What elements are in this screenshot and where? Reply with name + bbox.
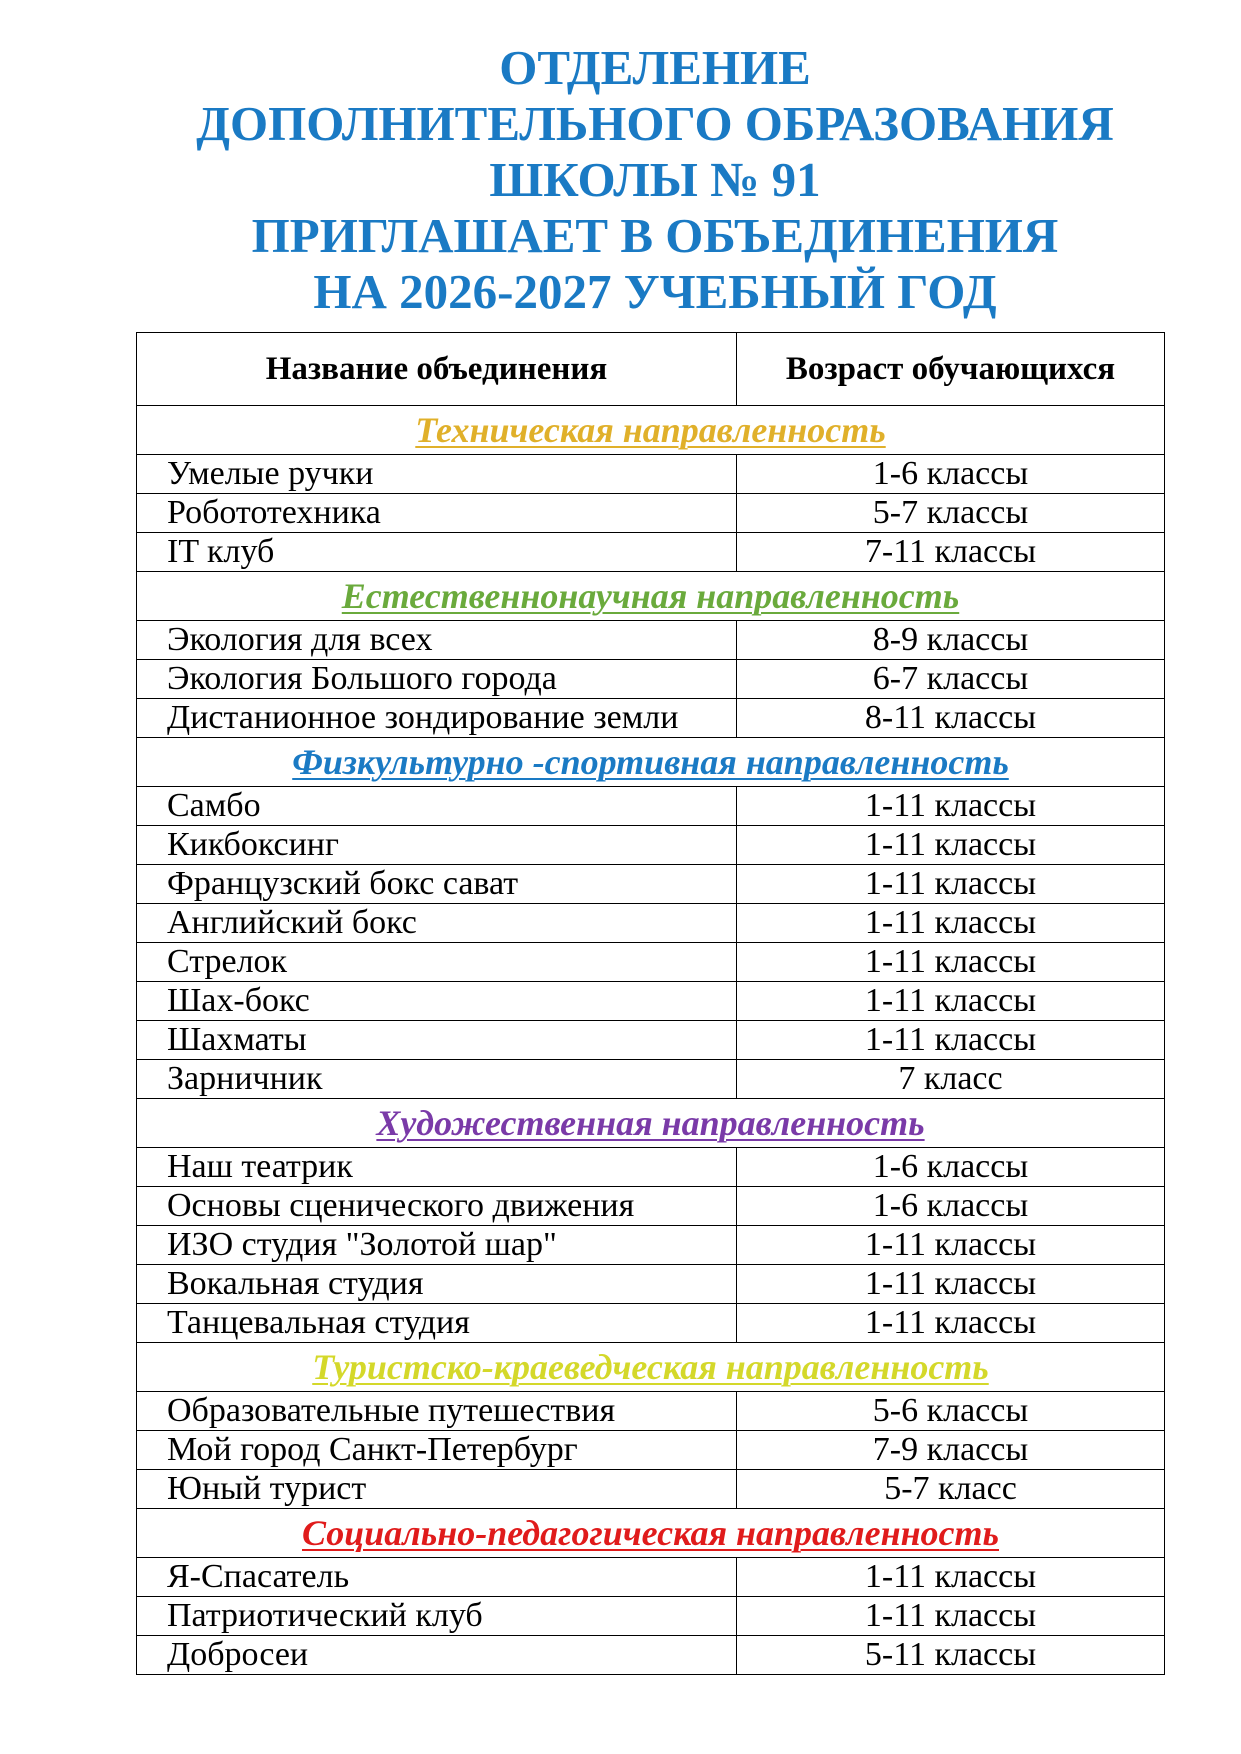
title-line: ШКОЛЫ № 91: [489, 152, 821, 207]
title-line: НА 2026-2027 УЧЕБНЫЙ ГОД: [313, 264, 997, 319]
program-name: Стрелок: [137, 943, 737, 982]
program-age: 1-11 классы: [737, 904, 1165, 943]
section-heading-row: [137, 1343, 1165, 1392]
section-heading-row: [137, 572, 1165, 621]
table-row: [137, 1392, 1165, 1431]
table-row: [137, 455, 1165, 494]
program-name: Мой город Санкт-Петербург: [137, 1431, 737, 1470]
section-heading: Техническая направленность: [137, 406, 1165, 455]
program-name: Добросеи: [137, 1636, 737, 1675]
title-line: ПРИГЛАШАЕТ В ОБЪЕДИНЕНИЯ: [251, 208, 1059, 263]
program-name: Юный турист: [137, 1470, 737, 1509]
table-row: [137, 1060, 1165, 1099]
table-row: [137, 1226, 1165, 1265]
table-row: [137, 699, 1165, 738]
program-age: 5-7 класс: [737, 1470, 1165, 1509]
program-age: 1-11 классы: [737, 787, 1165, 826]
table-row: [137, 787, 1165, 826]
table-row: [137, 982, 1165, 1021]
program-age: 1-11 классы: [737, 826, 1165, 865]
section-heading: Туристско-краеведческая направленность: [137, 1343, 1165, 1392]
program-age: 7-11 классы: [737, 533, 1165, 572]
section-heading: Естественнонаучная направленность: [137, 572, 1165, 621]
section-heading-row: [137, 406, 1165, 455]
column-header-age: Возраст обучающихся: [737, 333, 1165, 406]
column-header-name: Название объединения: [137, 333, 737, 406]
program-name: Патриотический клуб: [137, 1597, 737, 1636]
program-name: Зарничник: [137, 1060, 737, 1099]
section-heading: Физкультурно -спортивная направленность: [137, 738, 1165, 787]
table-row: [137, 533, 1165, 572]
table-header-row: [137, 333, 1165, 406]
program-name: Шах-бокс: [137, 982, 737, 1021]
table-row: [137, 865, 1165, 904]
program-name: Самбо: [137, 787, 737, 826]
program-age: 1-11 классы: [737, 1304, 1165, 1343]
program-age: 1-11 классы: [737, 943, 1165, 982]
program-name: Наш театрик: [137, 1148, 737, 1187]
table-row: [137, 904, 1165, 943]
program-age: 1-11 классы: [737, 865, 1165, 904]
table-row: [137, 1021, 1165, 1060]
program-age: 1-11 классы: [737, 1265, 1165, 1304]
title-line: ОТДЕЛЕНИЕ: [499, 40, 811, 95]
program-age: 1-11 классы: [737, 1021, 1165, 1060]
program-name: Танцевальная студия: [137, 1304, 737, 1343]
section-heading: Художественная направленность: [137, 1099, 1165, 1148]
program-name: Английский бокс: [137, 904, 737, 943]
table-row: [137, 943, 1165, 982]
program-age: 5-11 классы: [737, 1636, 1165, 1675]
program-age: 8-9 классы: [737, 621, 1165, 660]
program-name: Основы сценического движения: [137, 1187, 737, 1226]
program-name: Экология Большого города: [137, 660, 737, 699]
program-age: 8-11 классы: [737, 699, 1165, 738]
program-name: Шахматы: [137, 1021, 737, 1060]
table-row: [137, 494, 1165, 533]
program-age: 1-11 классы: [737, 1597, 1165, 1636]
table-row: [137, 660, 1165, 699]
section-heading-row: [137, 738, 1165, 787]
section-heading: Социально-педагогическая направленность: [137, 1509, 1165, 1558]
table-row: [137, 621, 1165, 660]
section-heading-row: [137, 1099, 1165, 1148]
program-age: 5-7 классы: [737, 494, 1165, 533]
table-row: [137, 1597, 1165, 1636]
table-row: [137, 1304, 1165, 1343]
program-name: Дистанионное зондирование земли: [137, 699, 737, 738]
program-name: Французский бокс сават: [137, 865, 737, 904]
page-title: [0, 40, 1241, 320]
program-age: 1-11 классы: [737, 982, 1165, 1021]
program-age: 7 класс: [737, 1060, 1165, 1099]
programs-table: [136, 332, 1165, 1675]
program-age: 1-11 классы: [737, 1558, 1165, 1597]
program-age: 1-6 классы: [737, 1187, 1165, 1226]
program-name: Умелые ручки: [137, 455, 737, 494]
program-name: Робототехника: [137, 494, 737, 533]
table-row: [137, 1431, 1165, 1470]
table-row: [137, 1470, 1165, 1509]
program-age: 1-6 классы: [737, 1148, 1165, 1187]
table-body: [137, 406, 1165, 1675]
program-age: 1-6 классы: [737, 455, 1165, 494]
program-name: IT клуб: [137, 533, 737, 572]
table-row: [137, 1265, 1165, 1304]
table-row: [137, 826, 1165, 865]
table-row: [137, 1558, 1165, 1597]
program-name: Вокальная студия: [137, 1265, 737, 1304]
program-name: ИЗО студия "Золотой шар": [137, 1226, 737, 1265]
program-age: 5-6 классы: [737, 1392, 1165, 1431]
section-heading-row: [137, 1509, 1165, 1558]
title-line: ДОПОЛНИТЕЛЬНОГО ОБРАЗОВАНИЯ: [196, 96, 1114, 151]
table-row: [137, 1148, 1165, 1187]
program-name: Экология для всех: [137, 621, 737, 660]
program-name: Образовательные путешествия: [137, 1392, 737, 1431]
program-age: 7-9 классы: [737, 1431, 1165, 1470]
program-age: 1-11 классы: [737, 1226, 1165, 1265]
program-name: Кикбоксинг: [137, 826, 737, 865]
table-row: [137, 1187, 1165, 1226]
program-name: Я-Спасатель: [137, 1558, 737, 1597]
table-row: [137, 1636, 1165, 1675]
program-age: 6-7 классы: [737, 660, 1165, 699]
